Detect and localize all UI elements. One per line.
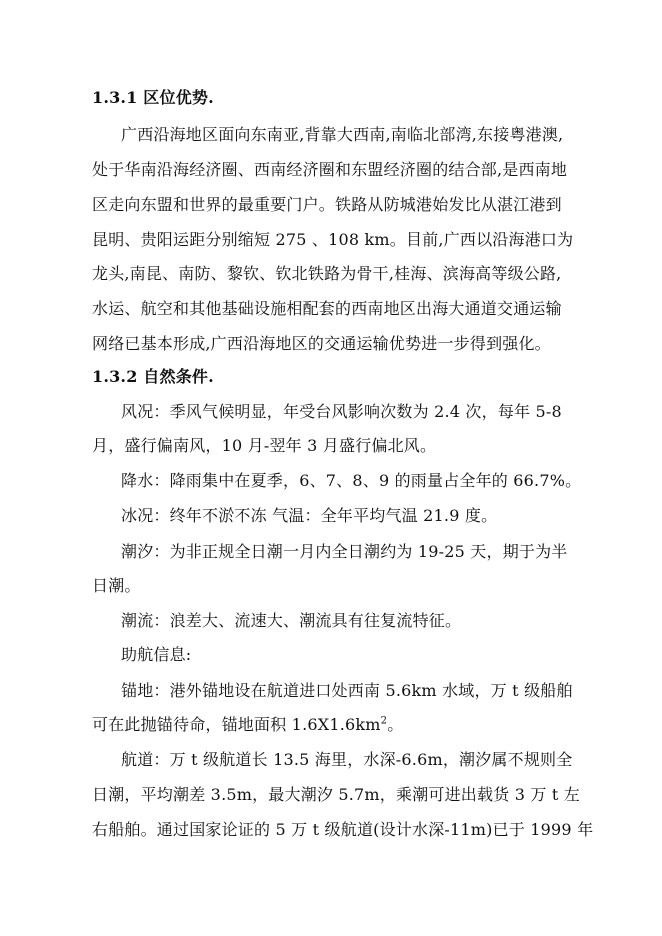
navaid-line: 助航信息: xyxy=(121,645,192,664)
anchorage-text: 可在此抛锚待命，锚地面积 1.6X1.6km xyxy=(92,715,381,734)
wind-line: 风况：季风气候明显，年受台风影响次数为 2.4 次，每年 5-8 xyxy=(121,402,562,421)
tide-line: 日潮。 xyxy=(92,576,141,595)
tide-line: 潮汐：为非正规全日潮一月内全日潮约为 19-25 天，期于为半 xyxy=(121,542,568,561)
paragraph-line: 水运、航空和其他基础设施相配套的西南地区出海大通道交通运输 xyxy=(92,299,562,318)
heading-1-3-1: 1.3.1 区位优势. xyxy=(92,88,214,107)
paragraph-line: 广西沿海地区面向东南亚,背靠大西南,南临北部湾,东接粤港澳, xyxy=(121,125,564,144)
area-superscript: 2 xyxy=(380,715,388,727)
channel-line: 右船舶。通过国家论证的 5 万 t 级航道(设计水深-11m)已于 1999 年 xyxy=(92,820,594,839)
paragraph-line: 网络已基本形成,广西沿海地区的交通运输优势进一步得到强化。 xyxy=(92,334,551,353)
heading-1-3-2: 1.3.2 自然条件. xyxy=(92,367,214,386)
anchorage-line: 锚地：港外锚地设在航道进口处西南 5.6km 水域，万 t 级船舶 xyxy=(121,681,573,700)
anchorage-line: 可在此抛锚待命，锚地面积 $1.6X1.6km^2$。 xyxy=(92,715,404,734)
channel-line: 航道：万 t 级航道长 13.5 海里，水深-6.6m，潮汐属不规则全 xyxy=(121,750,573,769)
paragraph-line: 区走向东盟和世界的最重要门户。铁路从防城港始发比从湛江港到 xyxy=(92,195,562,214)
rainfall-line: 降水：降雨集中在夏季，6、7、8、9 的雨量占全年的 66.7%。 xyxy=(121,471,582,490)
channel-line: 日潮，平均潮差 3.5m，最大潮汐 5.7m，乘潮可进出载货 3 万 t 左 xyxy=(92,785,580,804)
paragraph-line: 龙头,南昆、南防、黎钦、钦北铁路为骨干,桂海、滨海高等级公路, xyxy=(92,264,562,283)
wind-line: 月，盛行偏南风，10 月-翌年 3 月盛行偏北风。 xyxy=(92,436,437,455)
paragraph-line: 处于华南沿海经济圈、西南经济圈和东盟经济圈的结合部,是西南地 xyxy=(92,160,568,179)
paragraph-line: 昆明、贵阳运距分别缩短 275 、108 km。目前,广西以沿海港口为 xyxy=(92,230,574,249)
current-line: 潮流：浪差大、流速大、潮流具有往复流特征。 xyxy=(121,611,462,630)
ice-temperature-line: 冰况：终年不淤不冻 气温：全年平均气温 21.9 度。 xyxy=(121,506,498,525)
